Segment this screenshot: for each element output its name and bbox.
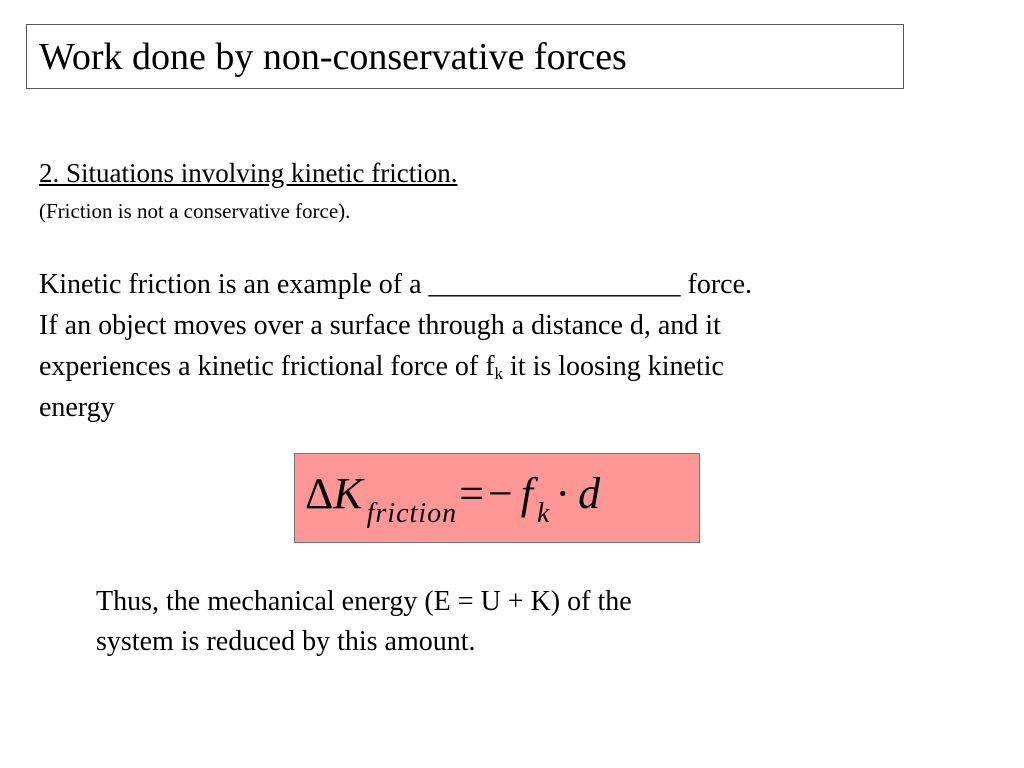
equation-f: f — [520, 469, 533, 518]
paragraph-line-3 — [39, 346, 939, 387]
equation-subscript-friction: friction — [366, 498, 458, 529]
title-box — [26, 24, 904, 89]
force-subscript-k: k — [494, 364, 504, 383]
kinetic-friction-paragraph — [39, 264, 939, 428]
equation-subscript-k: k — [537, 498, 550, 529]
paragraph-line-3-tail: it is loosing kinetic — [503, 351, 724, 382]
equation-equals: = — [459, 469, 484, 518]
equation-box — [294, 453, 700, 543]
conclusion-text — [96, 582, 632, 662]
paragraph-line-1: Kinetic friction is an example of a __________________ force. — [39, 269, 753, 300]
paragraph-line-2: If an object moves over a surface through a distance d, and it — [39, 310, 721, 341]
paragraph-line-3-text: experiences a kinetic frictional force of f — [39, 351, 495, 382]
section-note: (Friction is not a conservative force). — [39, 199, 351, 223]
equation-minus: − — [487, 469, 513, 518]
equation-delta: Δ — [305, 469, 334, 518]
friction-equation — [305, 468, 601, 529]
equation-d: d — [578, 469, 601, 518]
conclusion-line-1: Thus, the mechanical energy (E = U + K) of the — [96, 586, 632, 617]
equation-k: K — [333, 469, 363, 518]
equation-dot: · — [555, 469, 571, 518]
section-heading: 2. Situations involving kinetic friction. — [39, 158, 458, 188]
slide-title: Work done by non-conservative forces — [39, 36, 627, 78]
conclusion-line-2: system is reduced by this amount. — [96, 626, 476, 657]
paragraph-line-4: energy — [39, 392, 115, 423]
